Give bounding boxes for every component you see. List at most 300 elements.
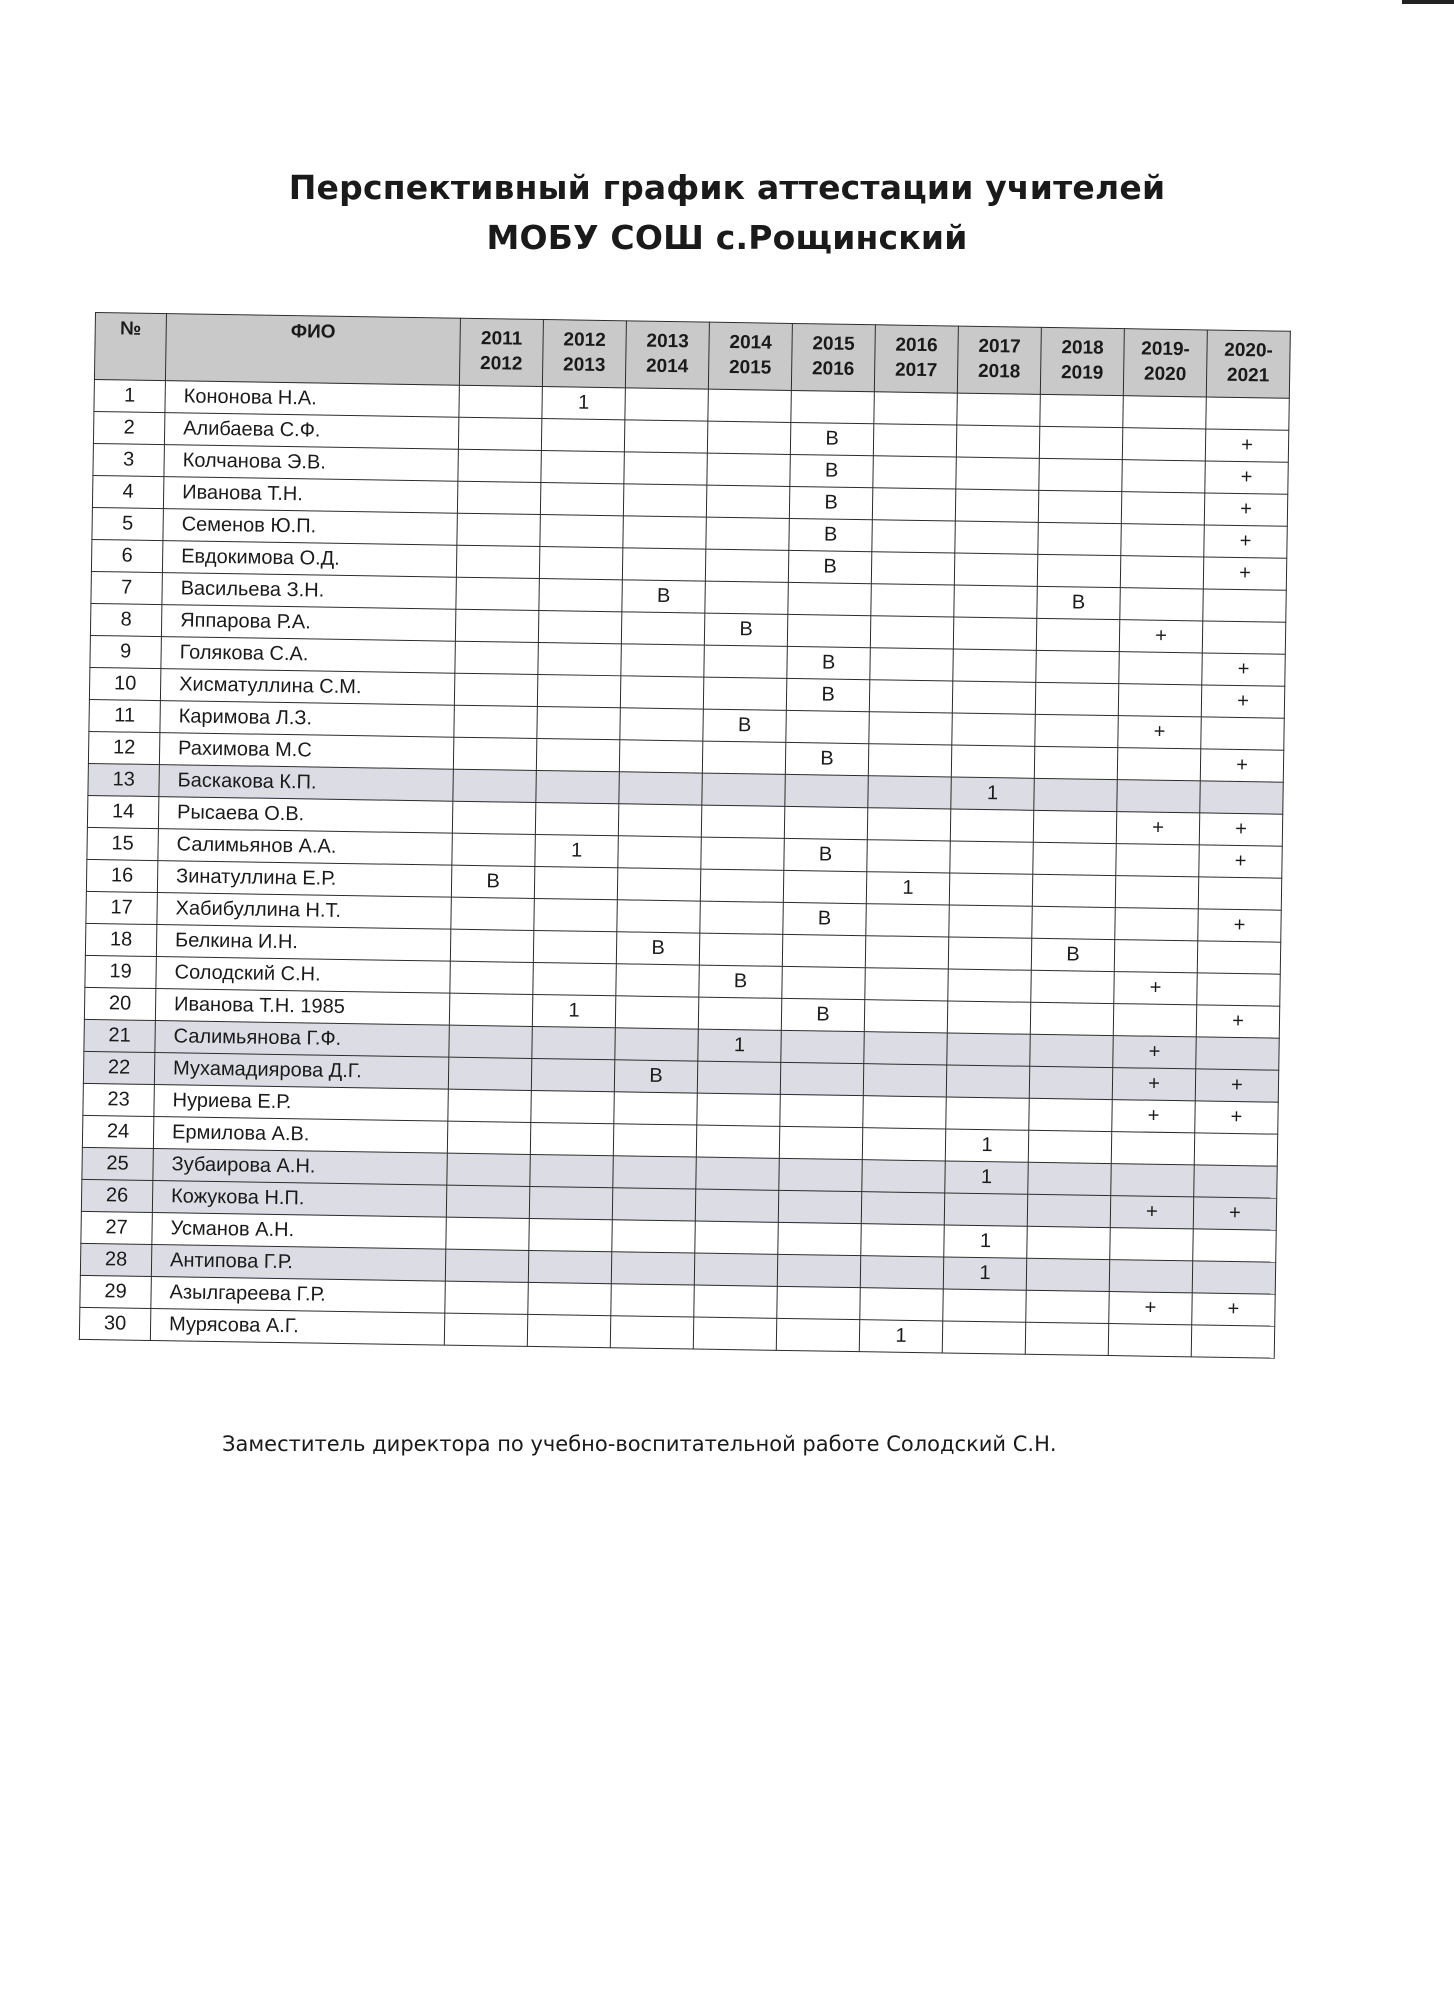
year-cell (954, 585, 1037, 618)
year-cell: 1 (859, 1320, 942, 1353)
year-cell (454, 705, 537, 738)
year-cell (950, 841, 1033, 874)
year-cell (617, 900, 700, 933)
row-number: 21 (84, 1019, 155, 1052)
header-fio: ФИО (165, 314, 460, 386)
teacher-name: Солодский С.Н. (156, 957, 450, 994)
year-cell: 1 (535, 834, 618, 867)
year-cell (701, 837, 784, 870)
year-cell (1032, 906, 1115, 939)
header-year-end: 2018 (977, 360, 1021, 383)
year-cell: 1 (532, 994, 615, 1027)
year-cell: 1 (951, 777, 1034, 810)
teacher-name: Евдокимова О.Д. (162, 541, 456, 578)
year-cell (537, 706, 620, 739)
year-cell: 1 (698, 1029, 781, 1062)
header-year-2 (625, 321, 709, 389)
year-cell (949, 873, 1032, 906)
year-cell (869, 712, 952, 745)
header-year-end: 2013 (562, 354, 606, 377)
year-cell: + (1114, 972, 1197, 1005)
year-cell (868, 744, 951, 777)
year-cell: + (1204, 493, 1287, 526)
year-cell (620, 708, 703, 741)
year-cell: В (781, 998, 864, 1031)
year-cell (1198, 877, 1281, 910)
year-cell (536, 738, 619, 771)
year-cell (698, 997, 781, 1030)
year-cell (616, 964, 699, 997)
table-body (79, 379, 1289, 1358)
year-cell: + (1199, 845, 1282, 878)
year-cell (782, 966, 865, 999)
year-cell (538, 611, 621, 644)
header-year-end: 2015 (728, 356, 772, 379)
year-cell (1032, 874, 1115, 907)
year-cell (706, 485, 789, 518)
year-cell (1120, 588, 1203, 621)
year-cell (874, 392, 957, 425)
teacher-name: Васильева З.Н. (162, 573, 456, 610)
year-cell (1203, 589, 1286, 622)
year-cell: В (790, 454, 873, 487)
year-cell (539, 579, 622, 612)
year-cell (702, 741, 785, 774)
year-cell (614, 1092, 697, 1125)
year-cell (697, 1061, 780, 1094)
year-cell: + (1195, 1069, 1278, 1102)
row-number: 4 (92, 475, 163, 508)
year-cell (446, 1217, 529, 1250)
header-year-start: 2019- (1141, 338, 1190, 361)
year-cell (540, 515, 623, 548)
year-cell (707, 453, 790, 486)
year-cell (532, 1026, 615, 1059)
row-number: 18 (85, 923, 156, 956)
year-cell (863, 1064, 946, 1097)
year-cell (703, 677, 786, 710)
year-cell: 1 (945, 1161, 1028, 1194)
year-cell (693, 1317, 776, 1350)
year-cell (1039, 426, 1122, 459)
year-cell (1202, 621, 1285, 654)
year-cell (619, 740, 702, 773)
teacher-name: Голякова С.А. (161, 637, 455, 674)
year-cell (1109, 1260, 1192, 1293)
year-cell (610, 1316, 693, 1349)
year-cell (784, 806, 867, 839)
year-cell (1036, 650, 1119, 683)
row-number: 16 (86, 859, 157, 892)
year-cell (1035, 714, 1118, 747)
year-cell (611, 1252, 694, 1285)
year-cell (445, 1249, 528, 1282)
year-cell (447, 1153, 530, 1186)
year-cell (873, 424, 956, 457)
year-cell: В (785, 742, 868, 775)
header-year-end: 2017 (894, 359, 938, 382)
year-cell (447, 1121, 530, 1154)
header-year-3 (708, 322, 792, 390)
year-cell (783, 870, 866, 903)
teacher-name: Зинатуллина Е.Р. (157, 861, 451, 898)
row-number: 14 (87, 795, 158, 828)
header-year-end: 2016 (811, 358, 855, 380)
teacher-name: Хабибуллина Н.Т. (157, 893, 451, 930)
year-cell (1191, 1325, 1274, 1358)
year-cell (533, 962, 616, 995)
year-cell (538, 643, 621, 676)
year-cell (1196, 1037, 1279, 1070)
year-cell (787, 614, 870, 647)
year-cell (702, 773, 785, 806)
row-number: 9 (90, 635, 161, 668)
year-cell (1121, 524, 1204, 557)
year-cell (867, 808, 950, 841)
year-cell (539, 547, 622, 580)
year-cell (863, 1096, 946, 1129)
year-cell: В (784, 838, 867, 871)
header-year-end: 2019 (1060, 362, 1104, 384)
year-cell (1200, 781, 1283, 814)
year-cell (452, 833, 535, 866)
year-cell (622, 548, 705, 581)
year-cell: + (1119, 620, 1202, 653)
year-cell (780, 1094, 863, 1127)
year-cell (694, 1253, 777, 1286)
year-cell (612, 1220, 695, 1253)
year-cell: В (790, 422, 873, 455)
year-cell (530, 1154, 613, 1187)
year-cell (948, 937, 1031, 970)
year-cell (868, 776, 951, 809)
row-number: 5 (92, 507, 163, 540)
year-cell (861, 1192, 944, 1225)
teacher-name: Ермилова А.В. (153, 1117, 447, 1154)
row-number: 7 (91, 571, 162, 604)
year-cell: + (1112, 1068, 1195, 1101)
teacher-name: Антипова Г.Р. (151, 1245, 445, 1282)
year-cell (1194, 1165, 1277, 1198)
year-cell (860, 1256, 943, 1289)
year-cell (1192, 1261, 1275, 1294)
header-year-end: 2012 (479, 353, 523, 375)
teacher-name: Азылгареева Г.Р. (151, 1277, 445, 1314)
teacher-name: Каримова Л.З. (160, 701, 454, 738)
year-cell: 1 (866, 872, 949, 905)
year-cell: 1 (542, 387, 625, 420)
year-cell (700, 901, 783, 934)
year-cell (613, 1156, 696, 1189)
year-cell (1194, 1133, 1277, 1166)
year-cell: + (1199, 813, 1282, 846)
year-cell (533, 930, 616, 963)
header-year-8 (1123, 329, 1207, 397)
year-cell (952, 681, 1035, 714)
year-cell (944, 1193, 1027, 1226)
year-cell: В (616, 932, 699, 965)
year-cell (791, 390, 874, 423)
row-number: 20 (84, 987, 155, 1020)
year-cell (1029, 1066, 1112, 1099)
header-year-end: 2014 (645, 355, 689, 378)
header-number: № (94, 313, 166, 381)
year-cell: + (1202, 653, 1285, 686)
year-cell (779, 1158, 862, 1191)
teacher-name: Салимьянов А.А. (158, 829, 452, 866)
year-cell (1033, 842, 1116, 875)
year-cell (776, 1318, 859, 1351)
year-cell (1117, 780, 1200, 813)
year-cell (1118, 684, 1201, 717)
year-cell (618, 836, 701, 869)
teacher-name: Баскакова К.П. (159, 765, 453, 802)
page-subtitle: МОБУ СОШ с.Рощинский (486, 218, 968, 257)
year-cell (625, 388, 708, 421)
year-cell: + (1116, 812, 1199, 845)
year-cell (1038, 490, 1121, 523)
row-number: 26 (81, 1179, 152, 1212)
year-cell: + (1204, 525, 1287, 558)
year-cell (1123, 396, 1206, 429)
row-number: 29 (80, 1275, 151, 1308)
year-cell (951, 745, 1034, 778)
row-number: 13 (88, 763, 159, 796)
year-cell: + (1203, 557, 1286, 590)
year-cell: + (1205, 429, 1288, 462)
year-cell: + (1113, 1036, 1196, 1069)
year-cell (707, 421, 790, 454)
header-year-0 (459, 318, 543, 386)
teacher-name: Белкина И.Н. (156, 925, 450, 962)
year-cell (1115, 876, 1198, 909)
year-cell (701, 805, 784, 838)
year-cell (1039, 458, 1122, 491)
year-cell (699, 933, 782, 966)
year-cell: В (788, 550, 871, 583)
row-number: 3 (93, 443, 164, 476)
year-cell: 1 (945, 1129, 1028, 1162)
year-cell (953, 649, 1036, 682)
year-cell (1197, 941, 1280, 974)
year-cell (705, 581, 788, 614)
year-cell (1120, 556, 1203, 589)
year-cell (946, 1065, 1029, 1098)
year-cell (455, 641, 538, 674)
year-cell (1206, 397, 1289, 430)
year-cell: В (789, 486, 872, 519)
year-cell (871, 552, 954, 585)
year-cell (448, 1089, 531, 1122)
year-cell (1193, 1229, 1276, 1262)
year-cell (615, 996, 698, 1029)
year-cell (872, 520, 955, 553)
header-year-start: 2014 (729, 332, 772, 354)
year-cell (1028, 1130, 1111, 1163)
year-cell (1027, 1194, 1110, 1227)
row-number: 22 (83, 1051, 154, 1084)
header-year-end: 2021 (1226, 364, 1270, 387)
year-cell (705, 549, 788, 582)
year-cell: + (1118, 716, 1201, 749)
year-cell: + (1196, 1005, 1279, 1038)
teacher-name: Мурясова А.Г. (150, 1309, 444, 1346)
header-year-start: 2016 (895, 334, 938, 357)
year-cell (529, 1218, 612, 1251)
year-cell (459, 385, 542, 418)
year-cell (450, 961, 533, 994)
row-number: 11 (89, 699, 160, 732)
year-cell (612, 1188, 695, 1221)
year-cell (623, 484, 706, 517)
year-cell (535, 802, 618, 835)
year-cell: В (699, 965, 782, 998)
year-cell (695, 1221, 778, 1254)
year-cell (1025, 1322, 1108, 1355)
year-cell: В (622, 580, 705, 613)
year-cell: 1 (943, 1257, 1026, 1290)
year-cell (619, 772, 702, 805)
year-cell (448, 1057, 531, 1090)
header-year-start: 2013 (646, 330, 689, 353)
year-cell (1119, 652, 1202, 685)
year-cell (623, 516, 706, 549)
year-cell (1116, 844, 1199, 877)
row-number: 24 (82, 1115, 153, 1148)
year-cell (1117, 748, 1200, 781)
year-cell (947, 1001, 1030, 1034)
teacher-name: Колчанова Э.В. (164, 445, 458, 482)
year-cell (1036, 618, 1119, 651)
year-cell (1034, 746, 1117, 779)
year-cell (1026, 1258, 1109, 1291)
year-cell (457, 481, 540, 514)
header-year-start: 2018 (1061, 337, 1104, 360)
year-cell (865, 936, 948, 969)
year-cell (458, 449, 541, 482)
row-number: 30 (79, 1307, 150, 1340)
year-cell (704, 645, 787, 678)
year-cell (873, 456, 956, 489)
year-cell (706, 517, 789, 550)
year-cell (954, 553, 1037, 586)
year-cell (785, 774, 868, 807)
year-cell (864, 1032, 947, 1065)
year-cell (453, 737, 536, 770)
year-cell (613, 1124, 696, 1157)
year-cell (862, 1128, 945, 1161)
teacher-name: Яппарова Р.А. (161, 605, 455, 642)
year-cell (1040, 394, 1123, 427)
year-cell (866, 904, 949, 937)
year-cell (1038, 522, 1121, 555)
year-cell (453, 769, 536, 802)
year-cell (778, 1190, 861, 1223)
year-cell (455, 609, 538, 642)
year-cell (624, 452, 707, 485)
year-cell (956, 457, 1039, 490)
row-number: 27 (81, 1211, 152, 1244)
row-number: 25 (82, 1147, 153, 1180)
year-cell (860, 1288, 943, 1321)
year-cell (943, 1289, 1026, 1322)
year-cell: В (786, 678, 869, 711)
year-cell (1201, 717, 1284, 750)
year-cell: В (787, 646, 870, 679)
year-cell: + (1109, 1292, 1192, 1325)
year-cell (541, 419, 624, 452)
year-cell (617, 868, 700, 901)
header-year-start: 2020- (1224, 340, 1273, 362)
year-cell (949, 905, 1032, 938)
year-cell (1121, 492, 1204, 525)
year-cell (624, 420, 707, 453)
year-cell (452, 801, 535, 834)
year-cell (1035, 682, 1118, 715)
year-cell: В (783, 902, 866, 935)
year-cell (1115, 908, 1198, 941)
year-cell (527, 1314, 610, 1347)
year-cell (1028, 1162, 1111, 1195)
year-cell: + (1205, 461, 1288, 494)
year-cell: В (1031, 938, 1114, 971)
teacher-name: Семенов Ю.П. (163, 509, 457, 546)
header-year-6 (957, 326, 1041, 394)
year-cell (871, 584, 954, 617)
year-cell: В (704, 613, 787, 646)
year-cell (956, 425, 1039, 458)
year-cell (948, 969, 1031, 1002)
year-cell: + (1192, 1293, 1275, 1326)
year-cell (444, 1313, 527, 1346)
year-cell (536, 770, 619, 803)
header-year-start: 2015 (812, 333, 855, 356)
teacher-name: Кожукова Н.П. (152, 1181, 446, 1218)
year-cell (778, 1222, 861, 1255)
year-cell (953, 617, 1036, 650)
year-cell (446, 1185, 529, 1218)
year-cell (946, 1097, 1029, 1130)
year-cell (531, 1058, 614, 1091)
year-cell (1027, 1226, 1110, 1259)
teacher-name: Мухамадиярова Д.Г. (154, 1053, 448, 1090)
page-title: Перспективный график аттестации учителей (288, 168, 1166, 207)
year-cell (537, 675, 620, 708)
year-cell (694, 1285, 777, 1318)
year-cell (1111, 1164, 1194, 1197)
year-cell: + (1193, 1197, 1276, 1230)
teacher-name: Рысаева О.В. (158, 797, 452, 834)
year-cell (781, 1030, 864, 1063)
year-cell (869, 680, 952, 713)
year-cell (530, 1122, 613, 1155)
row-number: 2 (93, 411, 164, 444)
year-cell (1031, 970, 1114, 1003)
year-cell (456, 577, 539, 610)
year-cell (449, 993, 532, 1026)
year-cell (611, 1284, 694, 1317)
year-cell (700, 869, 783, 902)
year-cell (528, 1250, 611, 1283)
year-cell: + (1200, 749, 1283, 782)
year-cell (942, 1321, 1025, 1354)
year-cell (1114, 940, 1197, 973)
year-cell (456, 545, 539, 578)
teacher-name: Хисматуллина С.М. (160, 669, 454, 706)
year-cell (696, 1157, 779, 1190)
year-cell (955, 489, 1038, 522)
year-cell (779, 1126, 862, 1159)
